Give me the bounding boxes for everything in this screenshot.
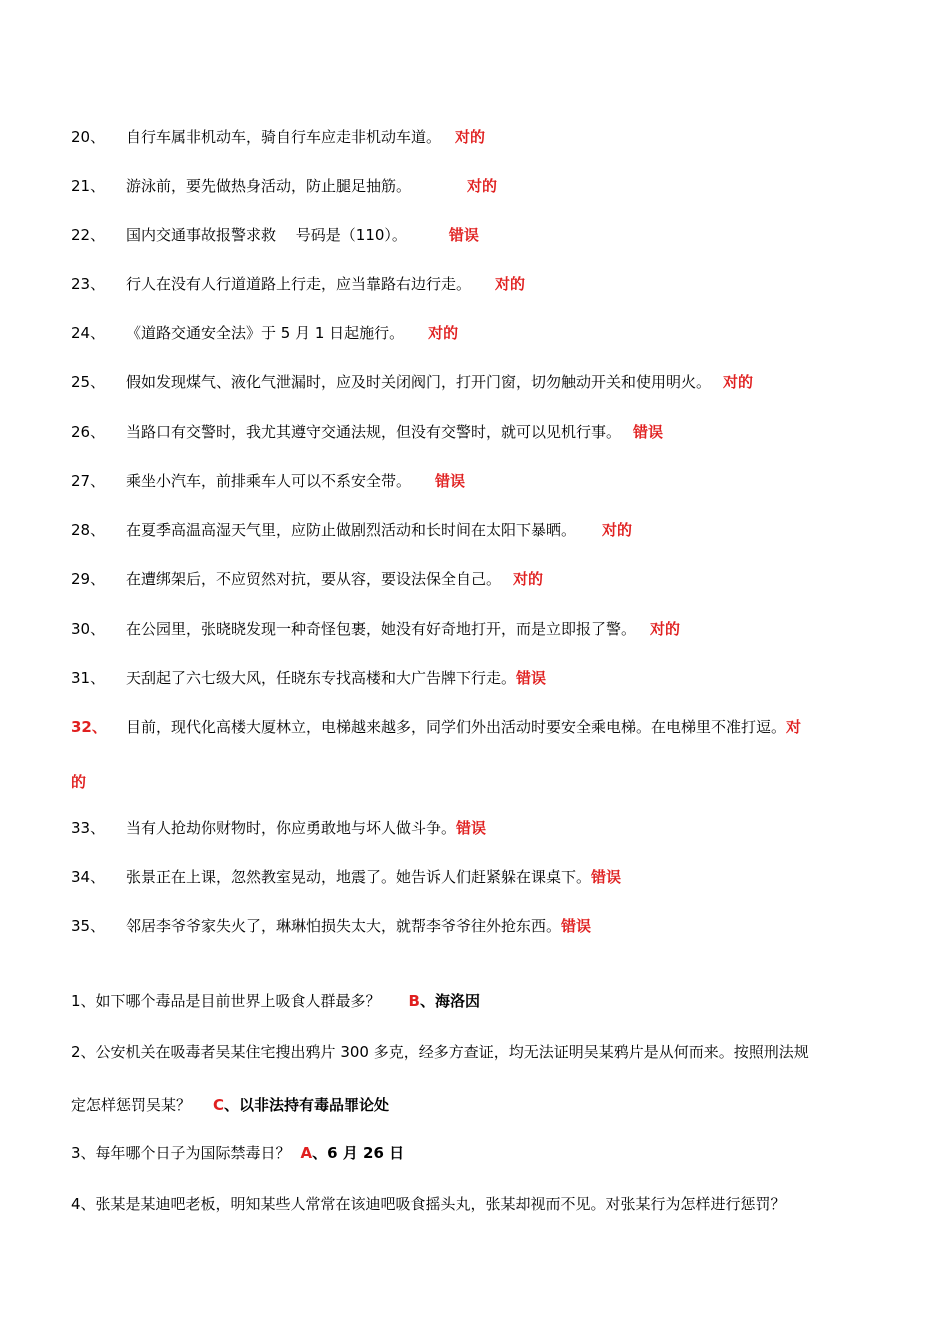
statement: 国内交通事故报警求救 号码是（110）。 [126,226,407,244]
statement: 张景正在上课，忽然教室晃动，地震了。她告诉人们赶紧躲在课桌下。 [126,868,592,886]
tf-item-32-continuation [71,771,86,793]
statement: 在公园里，张晓晓发现一种奇怪包裹，她没有好奇地打开，而是立即报了警。 [126,620,637,638]
item-text [126,224,479,246]
question-text: 3、每年哪个日子为国际禁毒日？ [71,1144,291,1162]
statement: 行人在没有人行道道路上行走，应当靠路右边行走。 [126,275,472,293]
answer-label-part2: 的 [71,773,87,791]
mc-item-4 [71,1193,786,1215]
item-number: 34、 [71,868,106,886]
statement: 目前，现代化高楼大厦林立，电梯越来越多，同学们外出活动时要安全乘电梯。在电梯里不准打逗。 [126,718,787,736]
item-text [126,716,801,738]
item-text [126,866,621,888]
item-text [126,470,465,492]
answer-label: 对的 [455,128,486,146]
item-text [126,667,546,689]
item-text [126,273,525,295]
item-text [126,568,543,590]
item-number: 27、 [71,472,106,490]
answer-letter: B [408,992,420,1010]
item-number: 33、 [71,819,106,837]
mc-item-1 [71,990,480,1012]
answer-label: 错误 [591,868,622,886]
item-text [126,915,591,937]
item-number: 29、 [71,570,106,588]
answer-label: 对的 [428,324,459,342]
question-text-cont: 定怎样惩罚吴某？ [71,1096,192,1114]
item-text [126,618,680,640]
answer-letter: A [300,1144,313,1162]
statement: 邻居李爷爷家失火了，琳琳怕损失太大，就帮李爷爷往外抢东西。 [126,917,562,935]
answer-label: 对的 [602,521,633,539]
statement: 当有人抢劫你财物时，你应勇敢地与坏人做斗争。 [126,819,457,837]
question-text: 1、如下哪个毒品是目前世界上吸食人群最多？ [71,992,381,1010]
question-text: 2、公安机关在吸毒者吴某住宅搜出鸦片 300 多克，经多方查证，均无法证明吴某鸦片是从何而来。按照刑法规 [71,1043,809,1061]
mc-item-3 [71,1142,404,1164]
statement: 假如发现煤气、液化气泄漏时，应及时关闭阀门，打开门窗，切勿触动开关和使用明火。 [126,373,712,391]
answer-text: 、6 月 26 日 [312,1144,405,1162]
answer-label: 对的 [495,275,526,293]
item-text [126,817,486,839]
answer-label: 对的 [513,570,544,588]
question-text: 4、张某是某迪吧老板，明知某些人常常在该迪吧吸食摇头丸，张某却视而不见。对张某行为怎样进行惩罚？ [71,1195,786,1213]
statement: 自行车属非机动车，骑自行车应走非机动车道。 [126,128,442,146]
statement: 乘坐小汽车，前排乘车人可以不系安全带。 [126,472,412,490]
answer-letter: C [213,1096,225,1114]
statement: 天刮起了六七级大风，任晓东专找高楼和大广告牌下行走。 [126,669,517,687]
answer-label: 对的 [723,373,754,391]
item-number: 32、 [71,718,107,736]
answer-label: 对的 [650,620,681,638]
answer-label-part1: 对 [786,718,802,736]
mc-item-2-continuation [71,1094,389,1116]
item-number: 30、 [71,620,106,638]
answer-text: 、海洛因 [419,992,480,1010]
item-number: 22、 [71,226,106,244]
statement: 当路口有交警时，我尤其遵守交通法规，但没有交警时，就可以见机行事。 [126,423,622,441]
answer-text: 、以非法持有毒品罪论处 [224,1096,390,1114]
item-number: 35、 [71,917,106,935]
statement: 在遭绑架后，不应贸然对抗，要从容，要设法保全自己。 [126,570,502,588]
item-number: 26、 [71,423,106,441]
statement: 《道路交通安全法》于 5 月 1 日起施行。 [126,324,405,342]
item-text [126,421,663,443]
statement: 在夏季高温高湿天气里，应防止做剧烈活动和长时间在太阳下暴晒。 [126,521,577,539]
tf-item-32 [71,716,891,738]
answer-label: 错误 [456,819,487,837]
item-text [126,371,753,393]
item-number: 21、 [71,177,106,195]
mc-item-2 [71,1041,809,1063]
answer-label: 错误 [448,226,479,244]
item-number: 23、 [71,275,106,293]
answer-label: 对的 [467,177,498,195]
item-number: 28、 [71,521,106,539]
item-text [126,126,485,148]
answer-label: 错误 [435,472,466,490]
item-text [126,175,497,197]
answer-label: 错误 [561,917,592,935]
statement: 游泳前，要先做热身活动，防止腿足抽筋。 [126,177,412,195]
item-number: 20、 [71,128,106,146]
item-number: 24、 [71,324,106,342]
answer-label: 错误 [516,669,547,687]
item-text [126,322,458,344]
answer-label: 错误 [633,423,664,441]
item-number: 25、 [71,373,106,391]
item-number: 31、 [71,669,106,687]
item-text [126,519,632,541]
